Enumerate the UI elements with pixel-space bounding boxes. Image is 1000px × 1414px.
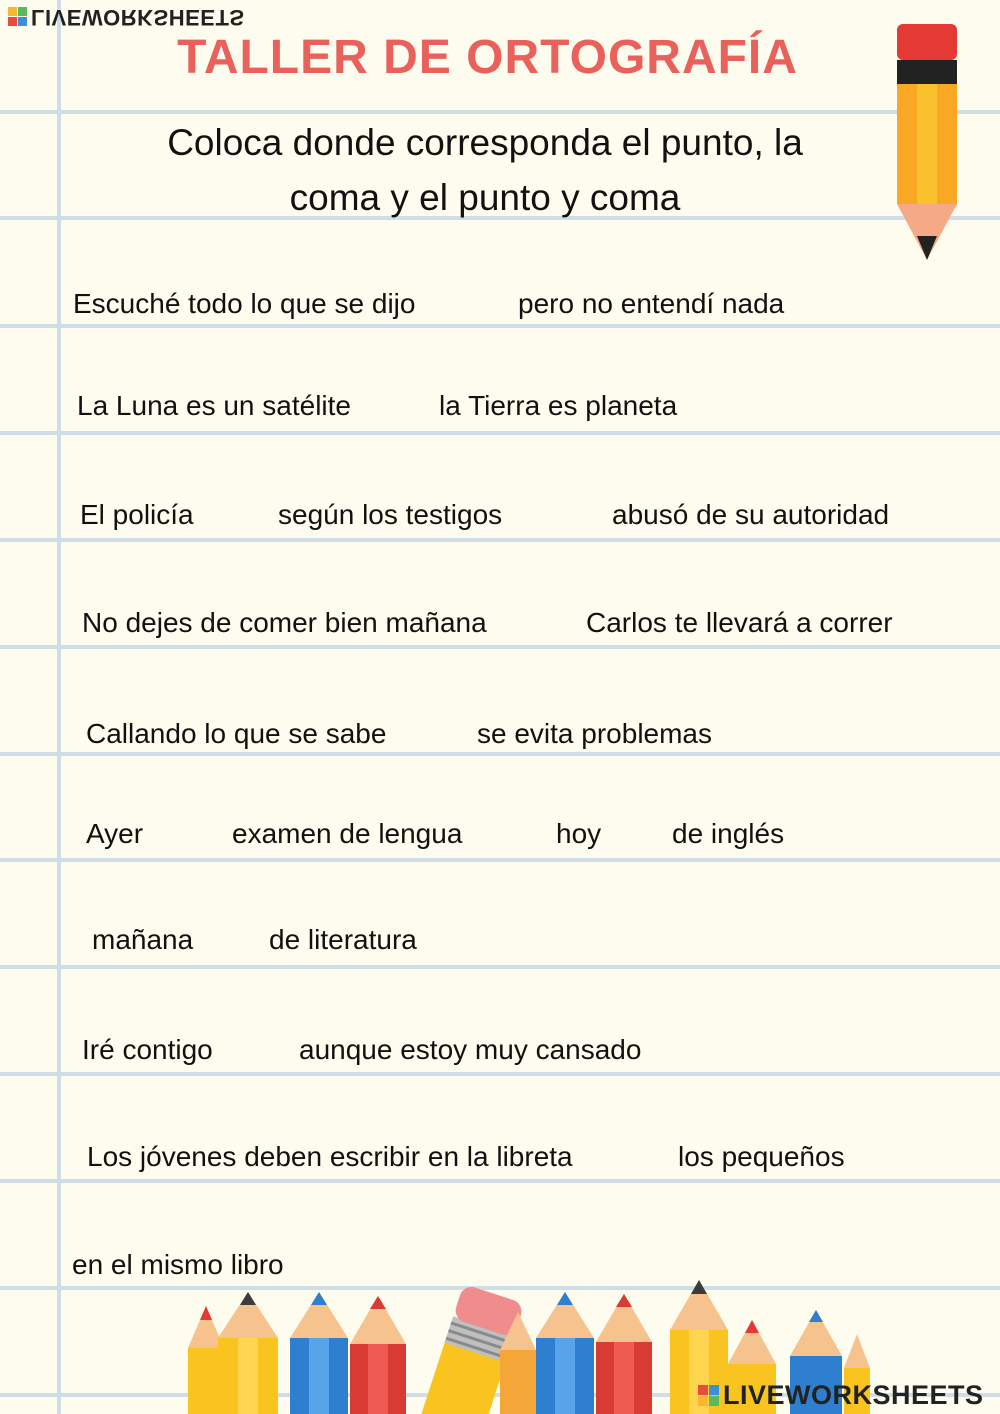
sentence-fragment: La Luna es un satélite [77,390,351,421]
logo-blocks-icon [8,8,27,27]
sentence-fragment: No dejes de comer bien mañana [82,607,487,638]
ruled-line [0,110,1000,114]
ruled-line [0,965,1000,969]
ruled-line [0,752,1000,756]
red-pencil-icon [596,1294,652,1414]
instruction-line: Coloca donde corresponda el punto, la [167,122,803,163]
instruction-line: coma y el punto y coma [289,177,681,218]
sentence-fragment: Callando lo que se sabe [86,718,387,749]
sentence-fragment: pero no entendí nada [518,288,785,319]
notebook-margin-line [57,0,61,1414]
pencil-icon [895,24,961,264]
sentence-fragment: Los jóvenes deben escribir en la libreta [87,1141,573,1172]
blue-pencil-icon [536,1292,594,1414]
ruled-line [0,858,1000,862]
sentence-fragment: la Tierra es planeta [439,390,678,421]
ruled-line [0,1072,1000,1076]
logo-blocks-icon [698,1385,719,1406]
ruled-line [0,431,1000,435]
sentence-fragment: en el mismo libro [72,1249,284,1280]
sentence-fragment: aunque estoy muy cansado [299,1034,642,1065]
worksheet-instruction [100,115,870,225]
brand-logo-bottom [698,1380,984,1410]
sentence-fragment: Escuché todo lo que se dijo [73,288,416,319]
ruled-line [0,645,1000,649]
sentence-fragment: Carlos te llevará a correr [586,607,893,638]
sentence-fragment: examen de lengua [232,818,463,849]
sentence-fragment: Iré contigo [82,1034,213,1065]
sentence-fragment: según los testigos [278,499,503,530]
sentence-fragment: los pequeños [678,1141,845,1172]
sentence-fragment: Ayer [86,818,144,849]
yellow-pencil-icon [218,1292,278,1414]
sentence-fragment: de inglés [672,818,785,849]
ruled-line [0,324,1000,328]
ruled-line [0,538,1000,542]
worksheet-title: TALLER DE ORTOGRAFÍA [177,31,798,84]
ruled-line [0,1179,1000,1183]
sentence-fragment: hoy [556,818,602,849]
sentence-fragment: mañana [92,924,194,955]
sentence-fragment: de literatura [269,924,417,955]
sentence-fragment: se evita problemas [477,718,713,749]
brand-name-top: LIVEWORKSHEETS [31,5,245,30]
sentence-fragment: abusó de su autoridad [612,499,890,530]
red-pencil-icon [350,1296,406,1414]
sentence-fragment: El policía [80,499,194,530]
brand-name-bottom: LIVEWORKSHEETS [723,1379,984,1410]
blue-pencil-icon [290,1292,348,1414]
brand-logo-top [8,4,245,30]
